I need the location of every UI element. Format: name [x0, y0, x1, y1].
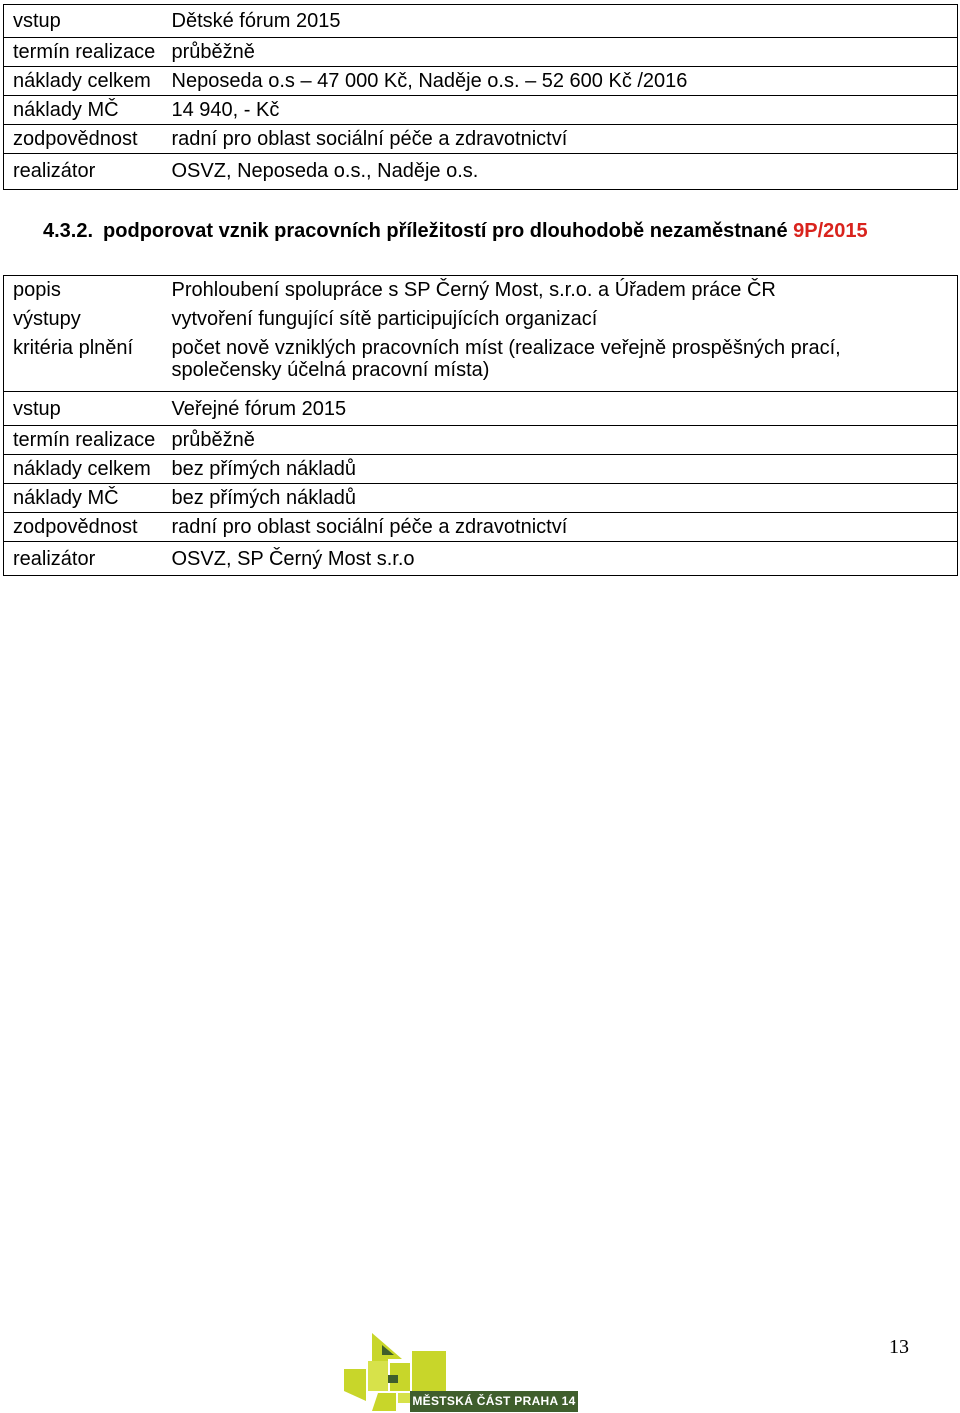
- row-label: termín realizace: [4, 426, 163, 455]
- row-label: náklady MČ: [4, 484, 163, 513]
- section-code: 9P/2015: [793, 220, 868, 242]
- page-number: 13: [889, 1336, 909, 1358]
- row-label: náklady celkem: [4, 67, 163, 96]
- logo-caption: MĚSTSKÁ ČÁST PRAHA 14: [410, 1391, 578, 1412]
- row-label: zodpovědnost: [4, 125, 163, 154]
- row-label: výstupy: [4, 305, 163, 334]
- row-value: radní pro oblast sociální péče a zdravotnictví: [163, 513, 958, 542]
- row-value: Prohloubení spolupráce s SP Černý Most, s.r.o. a Úřadem práce ČR: [163, 276, 958, 305]
- row-value: bez přímých nákladů: [163, 455, 958, 484]
- row-value: vytvoření fungující sítě participujících organizací: [163, 305, 958, 334]
- row-value: počet nově vzniklých pracovních míst (realizace veřejně prospěšných prací, společensky účelná pracovní místa): [163, 334, 958, 392]
- row-label: kritéria plnění: [4, 334, 163, 392]
- section-heading: [43, 220, 868, 243]
- section-number: 4.3.2.: [43, 220, 94, 242]
- section-title: podporovat vznik pracovních příležitostí pro dlouhodobě nezaměstnané: [103, 220, 788, 242]
- row-label: vstup: [4, 392, 163, 426]
- row-label: náklady celkem: [4, 455, 163, 484]
- row-label: realizátor: [4, 542, 163, 576]
- row-label: vstup: [4, 5, 163, 38]
- row-value: 14 940, - Kč: [163, 96, 958, 125]
- row-value: průběžně: [163, 426, 958, 455]
- row-value: radní pro oblast sociální péče a zdravotnictví: [163, 125, 958, 154]
- row-value: Dětské fórum 2015: [163, 5, 958, 38]
- row-value: Veřejné fórum 2015: [163, 392, 958, 426]
- row-value: OSVZ, Neposeda o.s., Naděje o.s.: [163, 154, 958, 190]
- row-label: realizátor: [4, 154, 163, 190]
- row-label: popis: [4, 276, 163, 305]
- row-value: bez přímých nákladů: [163, 484, 958, 513]
- row-value: OSVZ, SP Černý Most s.r.o: [163, 542, 958, 576]
- row-value: průběžně: [163, 38, 958, 67]
- project-details-table-2: [3, 275, 958, 576]
- project-details-table-1: [3, 4, 958, 190]
- row-label: zodpovědnost: [4, 513, 163, 542]
- row-value: Neposeda o.s – 47 000 Kč, Naděje o.s. – 52 600 Kč /2016: [163, 67, 958, 96]
- row-label: termín realizace: [4, 38, 163, 67]
- row-label: náklady MČ: [4, 96, 163, 125]
